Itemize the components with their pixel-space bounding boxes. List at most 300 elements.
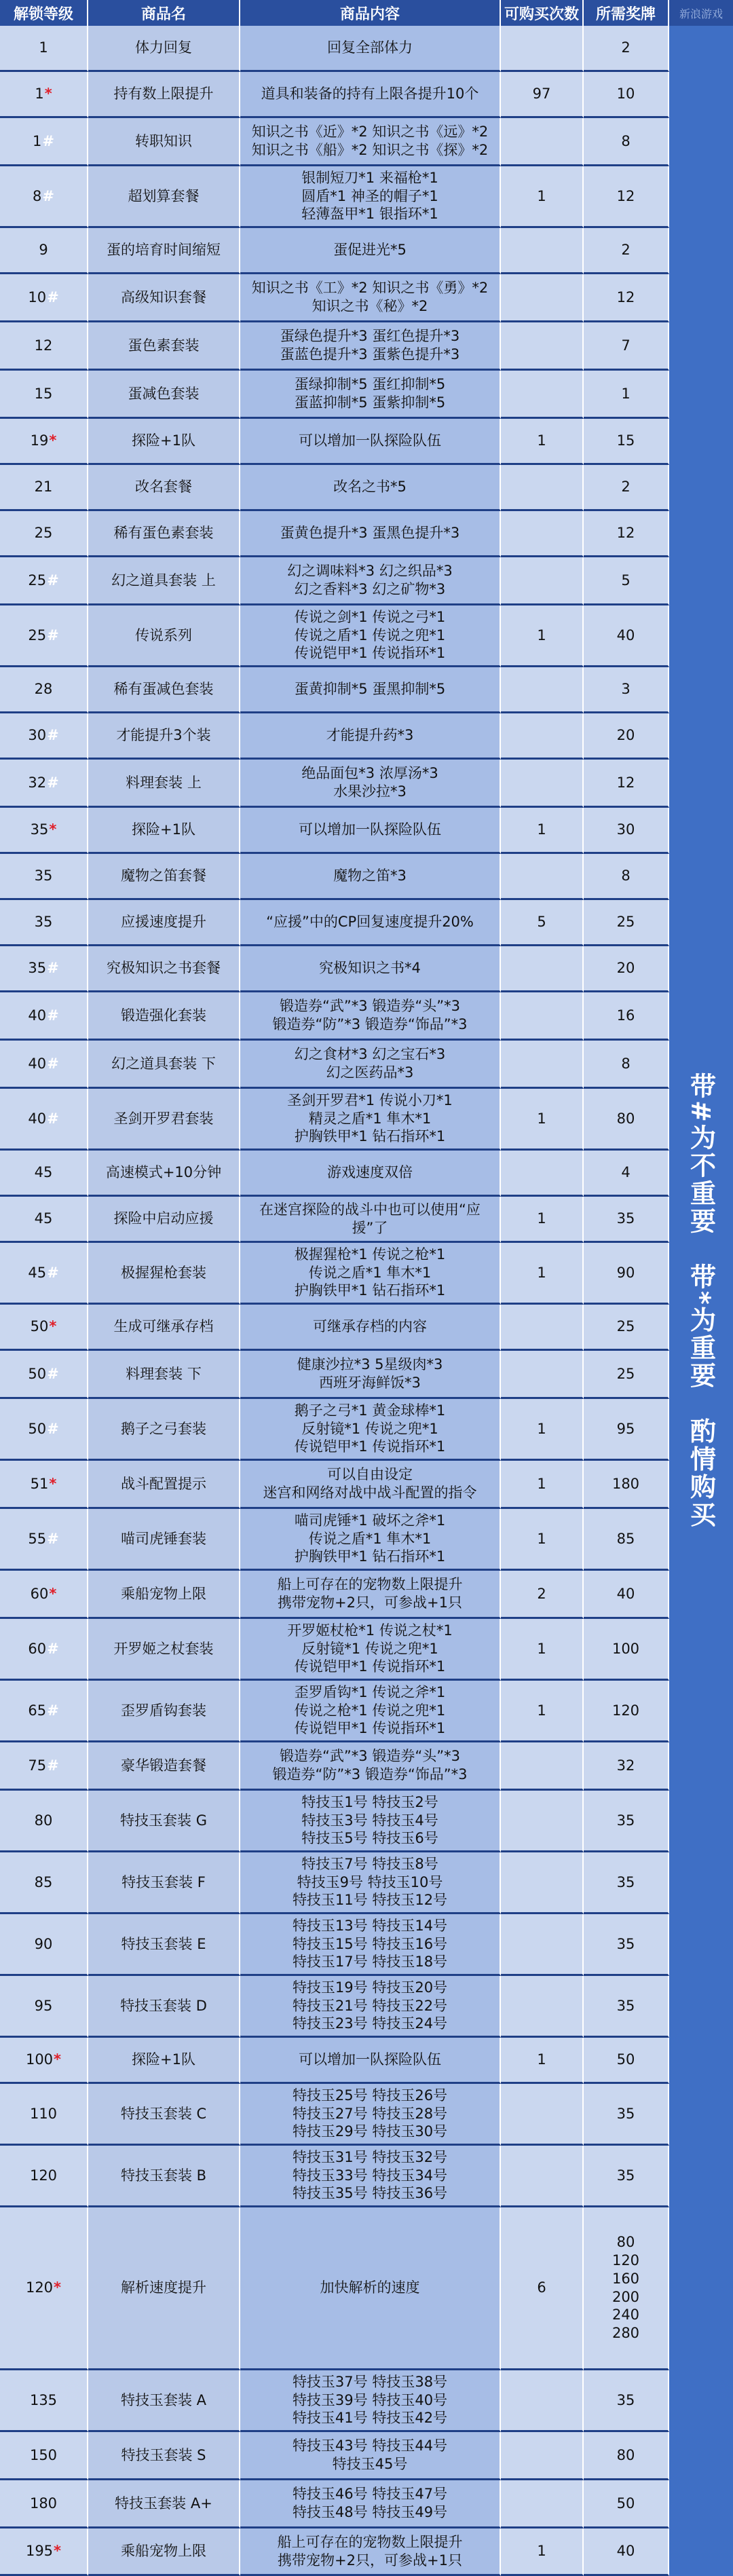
cell-count [501,1151,584,1197]
level-value: 40 [28,1007,47,1024]
cell-name-text: 蛋的培育时间缩短 [107,242,221,259]
cell-name-text: 蛋色素套装 [128,337,200,354]
table-row [0,2084,669,2146]
cell-count-text: 2 [537,1585,546,1602]
cell-name [88,118,240,166]
table-row [0,1681,669,1742]
cell-count [501,1681,584,1742]
unimportant-mark: # [47,727,59,744]
cell-name [88,1914,240,1976]
cell-name [88,72,240,118]
cell-level [0,854,88,900]
cell-level [0,557,88,605]
table-row [0,1399,669,1461]
cell-content-text: 蛋黄色提升*3 蛋黑色提升*3 [280,525,460,542]
cell-level [0,166,88,228]
cell-name [88,900,240,946]
level-value: 9 [39,242,48,259]
table-row [0,900,669,946]
level-value: 55 [28,1530,47,1547]
cell-content-text: 特技玉25号 特技玉26号 特技玉27号 特技玉28号 特技玉29号 特技玉30号 [292,2087,448,2140]
cell-name [88,465,240,511]
cell-prize-text: 12 [616,774,635,791]
cell-content-text: 银制短刀*1 来福枪*1 圆盾*1 神圣的帽子*1 轻薄盔甲*1 银指环*1 [301,169,438,223]
table-row [0,1041,669,1089]
cell-name [88,1197,240,1243]
level-value: 25 [34,525,53,542]
cell-content [240,465,501,511]
cell-prize-text: 10 [616,86,635,102]
cell-content-text: 可以增加一队探险队伍 [299,821,441,838]
cell-prize-text: 50 [616,2051,635,2068]
cell-name [88,371,240,419]
level-value: 50 [28,1420,47,1437]
cell-name [88,166,240,228]
cell-content-text: 特技玉46号 特技玉47号 特技玉48号 特技玉49号 [292,2486,448,2520]
cell-name [88,1852,240,1914]
unimportant-mark: # [47,960,59,977]
table-row [0,992,669,1041]
cell-content-text: 改名之书*5 [333,479,407,496]
table-row [0,1619,669,1681]
cell-level [0,1089,88,1151]
level-value: 25 [28,572,47,589]
table-row [0,605,669,667]
cell-count-text: 5 [537,914,546,931]
cell-count [501,1399,584,1461]
cell-name [88,1351,240,1399]
cell-level [0,322,88,371]
table-row [0,1742,669,1791]
cell-count-text: 97 [532,86,551,102]
cell-prize-text: 20 [616,727,635,744]
cell-content [240,166,501,228]
cell-content [240,511,501,557]
table-row [0,854,669,900]
cell-name [88,1151,240,1197]
cell-content [240,557,501,605]
unimportant-mark: # [47,1757,59,1774]
cell-name-text: 持有数上限提升 [113,86,214,102]
level-value: 90 [34,1935,53,1952]
cell-prize [584,1791,669,1852]
cell-content [240,900,501,946]
cell-count [501,1791,584,1852]
cell-prize [584,2146,669,2207]
cell-prize-text: 35 [616,1997,635,2014]
unimportant-mark: # [42,132,54,149]
cell-prize-text: 50 [616,2495,635,2512]
level-value: 40 [28,1055,47,1072]
cell-name-text: 稀有蛋色素套装 [113,525,214,542]
cell-name-text: 歪罗盾钩套装 [121,1702,206,1719]
cell-level [0,1399,88,1461]
cell-name-text: 稀有蛋减色套装 [113,681,214,698]
cell-name [88,1509,240,1571]
cell-content [240,1742,501,1791]
cell-prize [584,1681,669,1742]
cell-content [240,605,501,667]
cell-level [0,1243,88,1305]
cell-name [88,322,240,371]
cell-level [0,2038,88,2084]
cell-level [0,2528,88,2576]
level-value: 21 [34,479,53,496]
cell-name [88,713,240,760]
cell-prize [584,1461,669,1509]
level-value: 45 [34,1210,53,1227]
cell-name [88,228,240,274]
table-row [0,667,669,713]
cell-content-text: 蛋促进光*5 [333,242,407,259]
cell-level [0,371,88,419]
cell-content [240,854,501,900]
cell-name-text: 幻之道具套装 上 [111,572,216,589]
cell-content-text: “应援”中的CP回复速度提升20% [266,914,474,931]
cell-level [0,1571,88,1619]
cell-prize [584,322,669,371]
cell-name-text: 特技玉套装 G [120,1812,207,1829]
cell-content-text: 魔物之笛*3 [333,867,407,884]
header-name: 商品名 [88,0,240,26]
level-value: 1 [35,86,44,102]
cell-prize [584,1305,669,1351]
cell-prize [584,2370,669,2432]
cell-name-text: 特技玉套装 A+ [115,2495,212,2512]
cell-prize-text: 20 [616,960,635,977]
cell-prize-text: 8 [621,132,631,149]
cell-name-text: 特技玉套装 B [120,2167,207,2184]
cell-content-text: 圣剑开罗君*1 传说小刀*1 精灵之盾*1 隼木*1 护胸铁甲*1 钻石指环*1 [287,1091,453,1145]
header-prize: 所需奖牌 [584,0,669,26]
cell-count-text: 1 [537,627,546,643]
cell-name [88,1571,240,1619]
cell-name-text: 探险+1队 [132,821,195,838]
cell-count [501,371,584,419]
table-row [0,1852,669,1914]
cell-name-text: 圣剑开罗君套装 [113,1110,214,1127]
unimportant-mark: # [47,1110,59,1127]
cell-prize-text: 90 [616,1264,635,1281]
cell-name [88,1791,240,1852]
cell-level [0,808,88,854]
cell-name-text: 锻造强化套装 [121,1007,206,1024]
cell-content [240,2084,501,2146]
level-value: 10 [28,288,47,305]
cell-level [0,1791,88,1852]
level-value: 35 [28,960,47,977]
cell-level [0,900,88,946]
table-row [0,946,669,992]
cell-prize [584,900,669,946]
table-row [0,1351,669,1399]
cell-count [501,605,584,667]
cell-content-text: 才能提升药*3 [326,727,414,744]
cell-content-text: 可继承存档的内容 [313,1318,427,1335]
cell-count [501,1197,584,1243]
important-mark: * [54,2279,62,2296]
cell-count-text: 1 [537,1110,546,1127]
unimportant-mark: # [47,1530,59,1547]
level-value: 51 [30,1475,49,1492]
cell-count [501,228,584,274]
cell-count [501,465,584,511]
cell-content-text: 知识之书《近》*2 知识之书《远》*2 知识之书《船》*2 知识之书《探》*2 [251,124,489,158]
level-value: 50 [30,1318,49,1335]
table-row [0,1089,669,1151]
cell-name-text: 才能提升3个装 [116,727,211,744]
cell-name-text: 高级知识套餐 [121,288,206,305]
cell-name [88,2207,240,2370]
unimportant-mark: # [47,774,59,791]
cell-count-text: 1 [537,2051,546,2068]
table-row [0,2480,669,2528]
table-row [0,1791,669,1852]
cell-prize-text: 30 [616,821,635,838]
cell-prize-text: 80 [616,2446,635,2463]
cell-content [240,1914,501,1976]
cell-content [240,228,501,274]
table-row [0,2146,669,2207]
cell-count [501,72,584,118]
cell-count [501,1351,584,1399]
cell-content-text: 蛋绿抑制*5 蛋红抑制*5 蛋蓝抑制*5 蛋紫抑制*5 [294,376,446,411]
cell-count [501,419,584,465]
cell-prize-text: 2 [621,39,631,56]
cell-count-text: 1 [537,1210,546,1227]
cell-content [240,419,501,465]
cell-content [240,322,501,371]
important-mark: * [54,2543,62,2560]
cell-level [0,1619,88,1681]
cell-count [501,854,584,900]
cell-content [240,1041,501,1089]
cell-level [0,605,88,667]
cell-content [240,72,501,118]
cell-level [0,419,88,465]
cell-prize [584,808,669,854]
cell-name [88,2038,240,2084]
unimportant-mark: # [42,187,54,204]
table-row [0,1305,669,1351]
cell-name [88,1461,240,1509]
cell-prize-text: 12 [616,288,635,305]
cell-name-text: 战斗配置提示 [121,1475,206,1492]
cell-prize-text: 120 [612,1702,640,1719]
cell-name-text: 特技玉套装 S [121,2446,206,2463]
important-mark: * [54,2051,62,2068]
cell-name-text: 改名套餐 [135,479,192,496]
cell-content-text: 船上可存在的宠物数上限提升 携带宠物+2只，可参战+1只 [277,1576,463,1611]
cell-prize-text: 25 [616,914,635,931]
table-row [0,808,669,854]
cell-name-text: 料理套装 上 [126,774,202,791]
level-value: 30 [28,727,47,744]
table-row [0,26,669,72]
level-value: 1 [39,39,48,56]
importance-note: 带#为不重要 带*为重要 酌情购买 [685,1072,716,1529]
level-value: 35 [34,867,53,884]
cell-name-text: 极握猩枪套装 [121,1264,206,1281]
cell-name-text: 探险中启动应援 [113,1210,214,1227]
cell-name [88,2146,240,2207]
important-mark: * [49,1585,57,1602]
table-row [0,419,669,465]
cell-count [501,166,584,228]
unimportant-mark: # [47,1640,59,1657]
cell-name [88,667,240,713]
important-mark: * [49,432,57,449]
cell-content [240,2146,501,2207]
cell-content [240,1089,501,1151]
level-value: 100 [25,2051,54,2068]
cell-content-text: 可以增加一队探险队伍 [299,2051,441,2068]
cell-count [501,1305,584,1351]
cell-prize-text: 35 [616,1210,635,1227]
cell-content-text: 特技玉37号 特技玉38号 特技玉39号 特技玉40号 特技玉41号 特技玉42号 [292,2373,448,2427]
cell-name-text: 超划算套餐 [128,187,200,204]
cell-name [88,1243,240,1305]
level-value: 80 [34,1812,53,1829]
cell-level [0,992,88,1041]
cell-count [501,1041,584,1089]
cell-count [501,2146,584,2207]
cell-name [88,2370,240,2432]
cell-level [0,2432,88,2480]
cell-content [240,946,501,992]
cell-content-text: 特技玉43号 特技玉44号 特技玉45号 [292,2438,448,2472]
cell-count [501,1619,584,1681]
cell-name [88,854,240,900]
table-row [0,166,669,228]
cell-prize [584,557,669,605]
cell-count [501,1742,584,1791]
cell-level [0,946,88,992]
cell-name-text: 蛋减色套装 [128,385,200,402]
level-value: 180 [29,2495,58,2512]
table-row [0,371,669,419]
cell-prize-text: 12 [616,525,635,542]
cell-level [0,667,88,713]
cell-name-text: 乘船宠物上限 [121,1585,206,1602]
cell-prize [584,419,669,465]
cell-level [0,1041,88,1089]
importance-note-panel [669,26,733,2576]
table-row [0,228,669,274]
cell-name-text: 鹅子之弓套装 [121,1420,206,1437]
cell-content [240,1461,501,1509]
cell-count [501,1509,584,1571]
cell-name-text: 幻之道具套装 下 [111,1055,216,1072]
cell-count [501,1243,584,1305]
cell-name-text: 体力回复 [135,39,192,56]
cell-content-text: 蛋绿色提升*3 蛋红色提升*3 蛋蓝色提升*3 蛋紫色提升*3 [280,328,460,362]
cell-content-text: 绝品面包*3 浓厚汤*3 水果沙拉*3 [301,765,438,800]
table-row [0,1914,669,1976]
cell-name-text: 究极知识之书套餐 [107,960,221,977]
cell-content-text: 知识之书《工》*2 知识之书《勇》*2 知识之书《秘》*2 [251,280,489,314]
cell-count-text: 1 [537,2543,546,2560]
cell-count-text: 6 [537,2279,546,2296]
cell-name-text: 生成可继承存档 [113,1318,214,1335]
table-row [0,1571,669,1619]
level-value: 45 [28,1264,47,1281]
cell-content-text: 歪罗盾钩*1 传说之斧*1 传说之枪*1 传说之兜*1 传说铠甲*1 传说指环*1 [294,1683,446,1737]
cell-content [240,2480,501,2528]
cell-content-text: 锻造券“武”*3 锻造券“头”*3 锻造券“防”*3 锻造券“饰品”*3 [272,1748,468,1782]
cell-prize-text: 8 [621,867,631,884]
level-value: 65 [28,1702,47,1719]
cell-content-text: 道具和装备的持有上限各提升10个 [261,86,479,102]
cell-prize-text: 80 120 160 200 240 280 [612,2233,640,2342]
cell-content [240,2370,501,2432]
table-row [0,1243,669,1305]
cell-content-text: 锻造券“武”*3 锻造券“头”*3 锻造券“防”*3 锻造券“饰品”*3 [272,998,468,1032]
cell-name-text: 探险+1队 [132,2051,195,2068]
cell-count [501,992,584,1041]
cell-name [88,992,240,1041]
cell-prize [584,2038,669,2084]
cell-level [0,1151,88,1197]
cell-prize [584,2207,669,2370]
cell-count [501,322,584,371]
cell-count [501,511,584,557]
cell-content-text: 特技玉13号 特技玉14号 特技玉15号 特技玉16号 特技玉17号 特技玉18号 [292,1917,448,1971]
level-value: 120 [29,2167,58,2184]
cell-content-text: 传说之剑*1 传说之弓*1 传说之盾*1 传说之兜*1 传说铠甲*1 传说指环*1 [294,608,446,662]
cell-level [0,1976,88,2038]
cell-level [0,1914,88,1976]
cell-name-text: 特技玉套装 A [120,2391,207,2408]
cell-level [0,2207,88,2370]
table-row [0,1461,669,1509]
cell-prize [584,1351,669,1399]
cell-count-text: 1 [537,1475,546,1492]
unimportant-mark: # [47,572,59,589]
cell-prize-text: 7 [621,337,631,354]
level-value: 1 [33,132,42,149]
cell-count [501,557,584,605]
cell-prize [584,992,669,1041]
cell-count [501,2432,584,2480]
cell-level [0,1681,88,1742]
unimportant-mark: # [47,1264,59,1281]
cell-prize [584,1914,669,1976]
level-value: 195 [25,2543,54,2560]
cell-content [240,1976,501,2038]
cell-content-text: 可以增加一队探险队伍 [299,432,441,449]
cell-prize-text: 80 [616,1110,635,1127]
cell-count [501,2038,584,2084]
table-row [0,118,669,166]
cell-prize [584,667,669,713]
cell-content [240,713,501,760]
cell-count-text: 1 [537,1702,546,1719]
cell-level [0,2480,88,2528]
level-value: 35 [30,821,49,838]
cell-name [88,808,240,854]
cell-content-text: 究极知识之书*4 [319,960,421,977]
cell-prize-text: 35 [616,1935,635,1952]
watermark-label: 新浪游戏 [669,0,733,26]
cell-prize [584,760,669,808]
cell-prize [584,1399,669,1461]
cell-prize [584,166,669,228]
cell-count-text: 1 [537,1264,546,1281]
cell-prize-text: 32 [616,1757,635,1774]
cell-prize [584,1976,669,2038]
level-value: 60 [28,1640,47,1657]
